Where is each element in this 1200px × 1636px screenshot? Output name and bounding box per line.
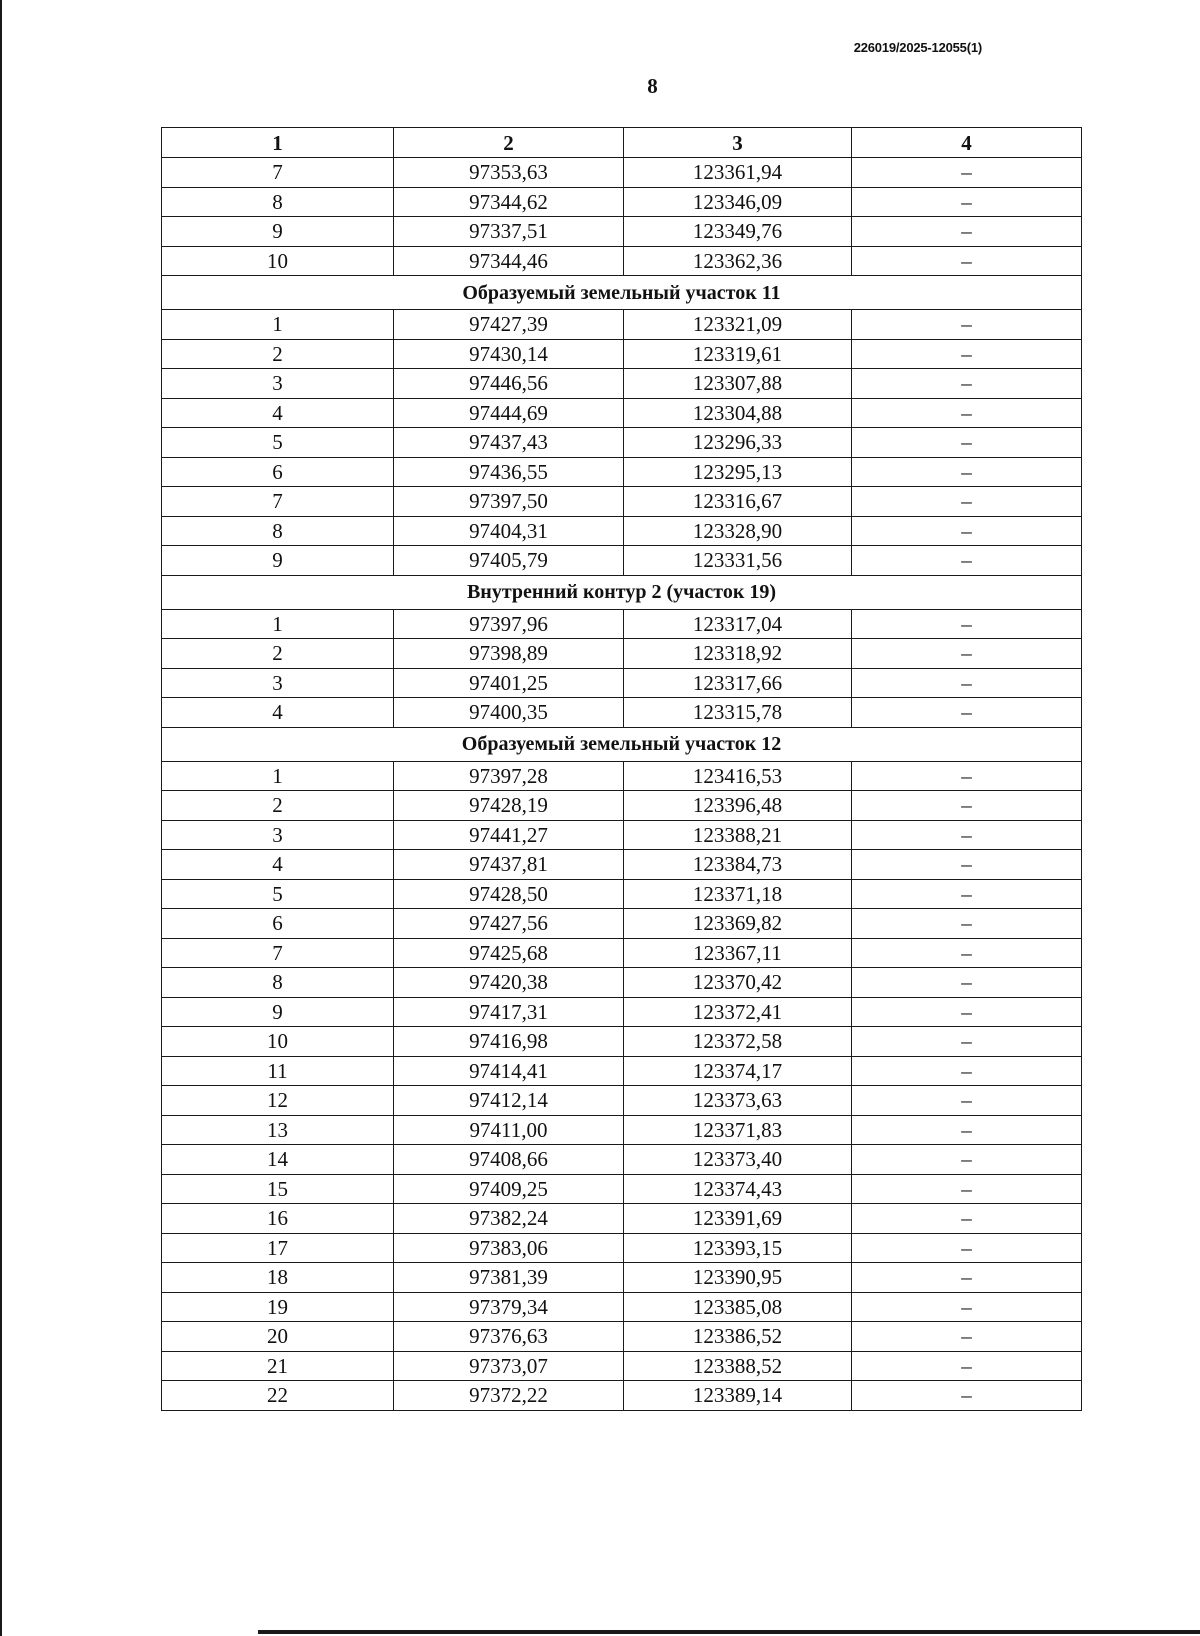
x-coordinate-cell: 97408,66: [394, 1145, 624, 1175]
y-coordinate-cell: 123373,63: [624, 1086, 852, 1116]
table-row: [162, 516, 1082, 546]
note-cell: [852, 369, 1082, 399]
section-title: Внутренний контур 2 (участок 19): [162, 575, 1082, 609]
point-number-cell: 19: [162, 1292, 394, 1322]
point-number-cell: 3: [162, 820, 394, 850]
dash-mark: –: [961, 430, 972, 455]
table-row: [162, 310, 1082, 340]
note-cell: [852, 639, 1082, 669]
dash-mark: –: [961, 1206, 972, 1231]
dash-mark: –: [961, 852, 972, 877]
table-row: [162, 339, 1082, 369]
point-number-cell: 4: [162, 698, 394, 728]
note-cell: [852, 457, 1082, 487]
table-row: [162, 246, 1082, 276]
note-cell: [852, 158, 1082, 188]
note-cell: [852, 339, 1082, 369]
y-coordinate-cell: 123319,61: [624, 339, 852, 369]
dash-mark: –: [961, 970, 972, 995]
point-number-cell: 5: [162, 428, 394, 458]
y-coordinate-cell: 123416,53: [624, 761, 852, 791]
note-cell: [852, 879, 1082, 909]
y-coordinate-cell: 123374,17: [624, 1056, 852, 1086]
x-coordinate-cell: 97409,25: [394, 1174, 624, 1204]
y-coordinate-cell: 123318,92: [624, 639, 852, 669]
dash-mark: –: [961, 341, 972, 366]
note-cell: [852, 1174, 1082, 1204]
x-coordinate-cell: 97379,34: [394, 1292, 624, 1322]
x-coordinate-cell: 97382,24: [394, 1204, 624, 1234]
y-coordinate-cell: 123304,88: [624, 398, 852, 428]
table-row: [162, 187, 1082, 217]
y-coordinate-cell: 123307,88: [624, 369, 852, 399]
point-number-cell: 5: [162, 879, 394, 909]
note-cell: [852, 1115, 1082, 1145]
dash-mark: –: [961, 881, 972, 906]
note-cell: [852, 668, 1082, 698]
y-coordinate-cell: 123315,78: [624, 698, 852, 728]
dash-mark: –: [961, 670, 972, 695]
scan-left-edge: [0, 0, 2, 1636]
note-cell: [852, 1381, 1082, 1411]
table-row: [162, 761, 1082, 791]
dash-mark: –: [961, 400, 972, 425]
point-number-cell: 15: [162, 1174, 394, 1204]
x-coordinate-cell: 97344,46: [394, 246, 624, 276]
point-number-cell: 9: [162, 217, 394, 247]
x-coordinate-cell: 97416,98: [394, 1027, 624, 1057]
point-number-cell: 13: [162, 1115, 394, 1145]
x-coordinate-cell: 97381,39: [394, 1263, 624, 1293]
y-coordinate-cell: 123317,66: [624, 668, 852, 698]
point-number-cell: 1: [162, 310, 394, 340]
point-number-cell: 22: [162, 1381, 394, 1411]
y-coordinate-cell: 123370,42: [624, 968, 852, 998]
dash-mark: –: [961, 312, 972, 337]
x-coordinate-cell: 97412,14: [394, 1086, 624, 1116]
x-coordinate-cell: 97420,38: [394, 968, 624, 998]
dash-mark: –: [961, 1117, 972, 1142]
x-coordinate-cell: 97437,81: [394, 850, 624, 880]
x-coordinate-cell: 97428,50: [394, 879, 624, 909]
y-coordinate-cell: 123373,40: [624, 1145, 852, 1175]
table-row: [162, 1322, 1082, 1352]
column-header: 4: [852, 128, 1082, 158]
x-coordinate-cell: 97344,62: [394, 187, 624, 217]
x-coordinate-cell: 97397,96: [394, 609, 624, 639]
note-cell: [852, 246, 1082, 276]
table-row: [162, 909, 1082, 939]
point-number-cell: 18: [162, 1263, 394, 1293]
y-coordinate-cell: 123317,04: [624, 609, 852, 639]
point-number-cell: 14: [162, 1145, 394, 1175]
x-coordinate-cell: 97401,25: [394, 668, 624, 698]
table-row: [162, 1056, 1082, 1086]
y-coordinate-cell: 123321,09: [624, 310, 852, 340]
y-coordinate-cell: 123296,33: [624, 428, 852, 458]
y-coordinate-cell: 123371,83: [624, 1115, 852, 1145]
table-row: [162, 968, 1082, 998]
note-cell: [852, 1145, 1082, 1175]
point-number-cell: 17: [162, 1233, 394, 1263]
dash-mark: –: [961, 1147, 972, 1172]
column-header: 2: [394, 128, 624, 158]
table-row: [162, 428, 1082, 458]
x-coordinate-cell: 97397,50: [394, 487, 624, 517]
point-number-cell: 12: [162, 1086, 394, 1116]
point-number-cell: 1: [162, 609, 394, 639]
table-header-row: [162, 128, 1082, 158]
dash-mark: –: [961, 700, 972, 725]
point-number-cell: 2: [162, 339, 394, 369]
dash-mark: –: [961, 1029, 972, 1054]
note-cell: [852, 1351, 1082, 1381]
note-cell: [852, 428, 1082, 458]
y-coordinate-cell: 123393,15: [624, 1233, 852, 1263]
note-cell: [852, 909, 1082, 939]
y-coordinate-cell: 123369,82: [624, 909, 852, 939]
section-title-row: [162, 575, 1082, 609]
dash-mark: –: [961, 371, 972, 396]
y-coordinate-cell: 123371,18: [624, 879, 852, 909]
x-coordinate-cell: 97372,22: [394, 1381, 624, 1411]
y-coordinate-cell: 123372,58: [624, 1027, 852, 1057]
y-coordinate-cell: 123396,48: [624, 791, 852, 821]
note-cell: [852, 1027, 1082, 1057]
note-cell: [852, 609, 1082, 639]
dash-mark: –: [961, 1353, 972, 1378]
note-cell: [852, 938, 1082, 968]
x-coordinate-cell: 97400,35: [394, 698, 624, 728]
table-body: [162, 158, 1082, 1411]
note-cell: [852, 968, 1082, 998]
point-number-cell: 8: [162, 516, 394, 546]
note-cell: [852, 398, 1082, 428]
point-number-cell: 9: [162, 997, 394, 1027]
section-title-row: [162, 276, 1082, 310]
point-number-cell: 4: [162, 850, 394, 880]
x-coordinate-cell: 97427,39: [394, 310, 624, 340]
dash-mark: –: [961, 1058, 972, 1083]
dash-mark: –: [961, 763, 972, 788]
y-coordinate-cell: 123331,56: [624, 546, 852, 576]
point-number-cell: 3: [162, 668, 394, 698]
dash-mark: –: [961, 999, 972, 1024]
table-row: [162, 217, 1082, 247]
x-coordinate-cell: 97446,56: [394, 369, 624, 399]
table-row: [162, 1351, 1082, 1381]
section-title: Образуемый земельный участок 12: [162, 727, 1082, 761]
table-row: [162, 398, 1082, 428]
y-coordinate-cell: 123388,21: [624, 820, 852, 850]
table-row: [162, 1263, 1082, 1293]
x-coordinate-cell: 97425,68: [394, 938, 624, 968]
x-coordinate-cell: 97437,43: [394, 428, 624, 458]
x-coordinate-cell: 97405,79: [394, 546, 624, 576]
point-number-cell: 7: [162, 158, 394, 188]
dash-mark: –: [961, 160, 972, 185]
point-number-cell: 16: [162, 1204, 394, 1234]
dash-mark: –: [961, 611, 972, 636]
x-coordinate-cell: 97376,63: [394, 1322, 624, 1352]
point-number-cell: 1: [162, 761, 394, 791]
point-number-cell: 21: [162, 1351, 394, 1381]
y-coordinate-cell: 123367,11: [624, 938, 852, 968]
y-coordinate-cell: 123385,08: [624, 1292, 852, 1322]
x-coordinate-cell: 97427,56: [394, 909, 624, 939]
note-cell: [852, 997, 1082, 1027]
dash-mark: –: [961, 940, 972, 965]
x-coordinate-cell: 97417,31: [394, 997, 624, 1027]
point-number-cell: 7: [162, 487, 394, 517]
table-row: [162, 546, 1082, 576]
note-cell: [852, 1086, 1082, 1116]
table-row: [162, 820, 1082, 850]
y-coordinate-cell: 123388,52: [624, 1351, 852, 1381]
column-header: 1: [162, 128, 394, 158]
table-row: [162, 1204, 1082, 1234]
note-cell: [852, 1322, 1082, 1352]
note-cell: [852, 1056, 1082, 1086]
table-row: [162, 487, 1082, 517]
x-coordinate-cell: 97430,14: [394, 339, 624, 369]
dash-mark: –: [961, 641, 972, 666]
y-coordinate-cell: 123349,76: [624, 217, 852, 247]
dash-mark: –: [961, 248, 972, 273]
note-cell: [852, 1204, 1082, 1234]
x-coordinate-cell: 97414,41: [394, 1056, 624, 1086]
x-coordinate-cell: 97373,07: [394, 1351, 624, 1381]
dash-mark: –: [961, 1265, 972, 1290]
table-row: [162, 1115, 1082, 1145]
dash-mark: –: [961, 219, 972, 244]
y-coordinate-cell: 123316,67: [624, 487, 852, 517]
table-row: [162, 369, 1082, 399]
table-row: [162, 1292, 1082, 1322]
point-number-cell: 9: [162, 546, 394, 576]
table-row: [162, 1381, 1082, 1411]
note-cell: [852, 820, 1082, 850]
point-number-cell: 2: [162, 791, 394, 821]
point-number-cell: 10: [162, 1027, 394, 1057]
point-number-cell: 6: [162, 909, 394, 939]
y-coordinate-cell: 123389,14: [624, 1381, 852, 1411]
x-coordinate-cell: 97404,31: [394, 516, 624, 546]
y-coordinate-cell: 123384,73: [624, 850, 852, 880]
table-row: [162, 1233, 1082, 1263]
table-row: [162, 997, 1082, 1027]
note-cell: [852, 1292, 1082, 1322]
point-number-cell: 3: [162, 369, 394, 399]
dash-mark: –: [961, 1235, 972, 1260]
point-number-cell: 6: [162, 457, 394, 487]
y-coordinate-cell: 123346,09: [624, 187, 852, 217]
point-number-cell: 20: [162, 1322, 394, 1352]
dash-mark: –: [961, 189, 972, 214]
point-number-cell: 10: [162, 246, 394, 276]
dash-mark: –: [961, 548, 972, 573]
dash-mark: –: [961, 1088, 972, 1113]
y-coordinate-cell: 123361,94: [624, 158, 852, 188]
y-coordinate-cell: 123328,90: [624, 516, 852, 546]
y-coordinate-cell: 123386,52: [624, 1322, 852, 1352]
x-coordinate-cell: 97428,19: [394, 791, 624, 821]
note-cell: [852, 1233, 1082, 1263]
table-row: [162, 668, 1082, 698]
x-coordinate-cell: 97398,89: [394, 639, 624, 669]
section-title-row: [162, 727, 1082, 761]
table-row: [162, 698, 1082, 728]
y-coordinate-cell: 123295,13: [624, 457, 852, 487]
note-cell: [852, 791, 1082, 821]
dash-mark: –: [961, 793, 972, 818]
table-row: [162, 158, 1082, 188]
x-coordinate-cell: 97383,06: [394, 1233, 624, 1263]
point-number-cell: 7: [162, 938, 394, 968]
document-number: 226019/2025-12055(1): [853, 40, 982, 55]
dash-mark: –: [961, 911, 972, 936]
note-cell: [852, 310, 1082, 340]
table-row: [162, 938, 1082, 968]
y-coordinate-cell: 123390,95: [624, 1263, 852, 1293]
note-cell: [852, 850, 1082, 880]
x-coordinate-cell: 97436,55: [394, 457, 624, 487]
dash-mark: –: [961, 1324, 972, 1349]
table-row: [162, 1027, 1082, 1057]
dash-mark: –: [961, 459, 972, 484]
point-number-cell: 11: [162, 1056, 394, 1086]
point-number-cell: 2: [162, 639, 394, 669]
note-cell: [852, 487, 1082, 517]
column-header: 3: [624, 128, 852, 158]
section-title: Образуемый земельный участок 11: [162, 276, 1082, 310]
dash-mark: –: [961, 518, 972, 543]
table-row: [162, 457, 1082, 487]
point-number-cell: 8: [162, 968, 394, 998]
note-cell: [852, 217, 1082, 247]
table-row: [162, 1086, 1082, 1116]
x-coordinate-cell: 97337,51: [394, 217, 624, 247]
table-row: [162, 850, 1082, 880]
dash-mark: –: [961, 1383, 972, 1408]
y-coordinate-cell: 123362,36: [624, 246, 852, 276]
table-row: [162, 791, 1082, 821]
table-row: [162, 639, 1082, 669]
y-coordinate-cell: 123374,43: [624, 1174, 852, 1204]
dash-mark: –: [961, 1176, 972, 1201]
y-coordinate-cell: 123372,41: [624, 997, 852, 1027]
x-coordinate-cell: 97411,00: [394, 1115, 624, 1145]
dash-mark: –: [961, 1294, 972, 1319]
x-coordinate-cell: 97441,27: [394, 820, 624, 850]
point-number-cell: 4: [162, 398, 394, 428]
coordinates-table: [161, 127, 1082, 1411]
note-cell: [852, 187, 1082, 217]
table-row: [162, 879, 1082, 909]
note-cell: [852, 698, 1082, 728]
scan-bottom-edge: [258, 1630, 1200, 1634]
x-coordinate-cell: 97444,69: [394, 398, 624, 428]
table-row: [162, 609, 1082, 639]
note-cell: [852, 516, 1082, 546]
x-coordinate-cell: 97353,63: [394, 158, 624, 188]
table-row: [162, 1145, 1082, 1175]
note-cell: [852, 1263, 1082, 1293]
note-cell: [852, 761, 1082, 791]
x-coordinate-cell: 97397,28: [394, 761, 624, 791]
dash-mark: –: [961, 822, 972, 847]
point-number-cell: 8: [162, 187, 394, 217]
page-number: 8: [647, 74, 658, 98]
y-coordinate-cell: 123391,69: [624, 1204, 852, 1234]
note-cell: [852, 546, 1082, 576]
table-row: [162, 1174, 1082, 1204]
dash-mark: –: [961, 489, 972, 514]
